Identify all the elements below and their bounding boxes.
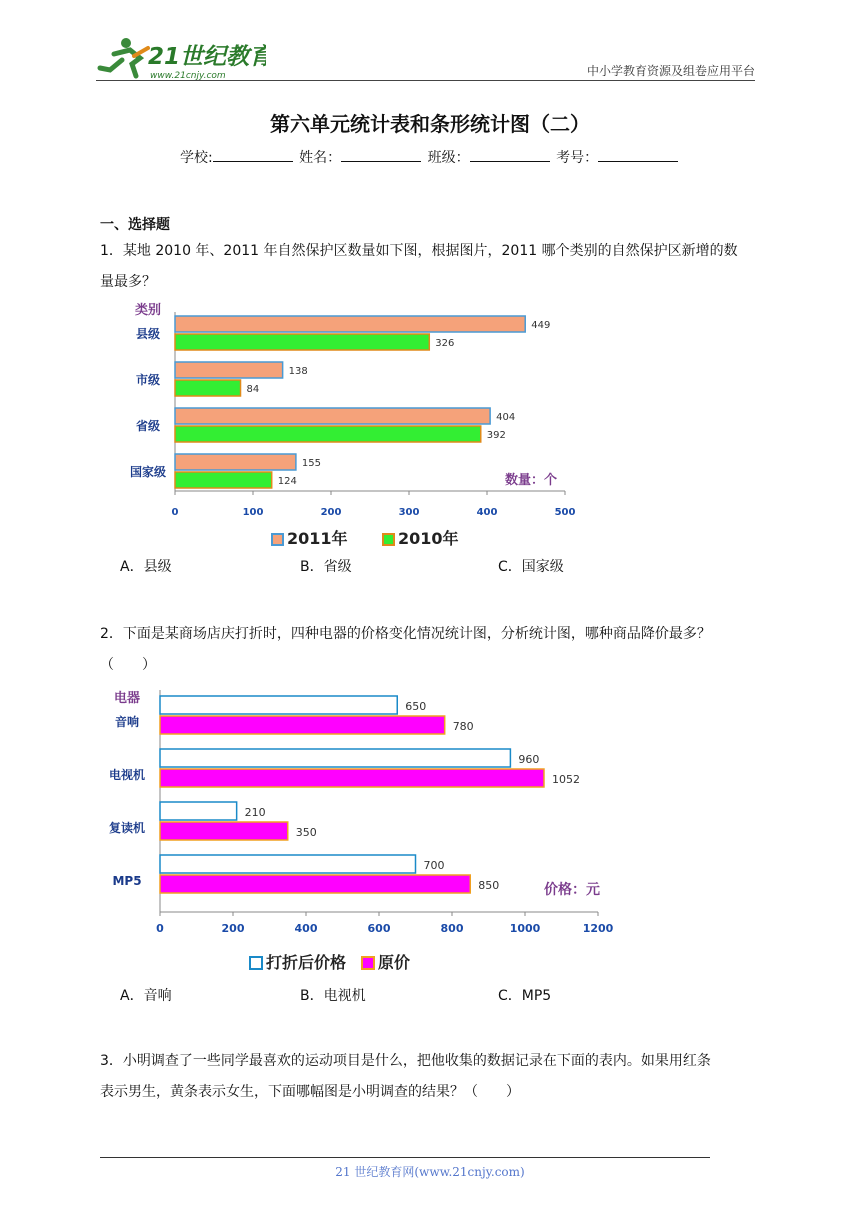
- bar-2010年: [175, 334, 429, 350]
- data-label: 84: [246, 384, 260, 395]
- footer-divider: [100, 1157, 710, 1158]
- bar-原价: [160, 875, 470, 893]
- x-tick-label: 800: [440, 922, 464, 935]
- x-tick-label: 100: [242, 507, 264, 518]
- section-title: 一、选择题: [100, 217, 170, 233]
- question-2-text-line1: 2．下面是某商场店庆打折时，四种电器的价格变化情况统计图，分析统计图，哪种商品降价最多？: [100, 626, 711, 642]
- question-1-text-line2: 量最多？: [100, 274, 156, 290]
- legend-swatch: [362, 957, 374, 969]
- q1-option-a[interactable]: A．县级: [120, 559, 172, 575]
- bar-打折后价格: [160, 696, 397, 714]
- site-logo: [96, 34, 266, 82]
- data-label: 700: [423, 859, 445, 872]
- class-label: 班级：: [427, 150, 470, 166]
- bar-打折后价格: [160, 802, 237, 820]
- category-label: 复读机: [108, 821, 146, 835]
- category-label: 音响: [114, 715, 140, 729]
- x-tick-label: 1200: [582, 922, 614, 935]
- school-field[interactable]: [213, 147, 293, 162]
- x-tick-label: 0: [156, 922, 164, 935]
- chart-2: [100, 680, 630, 980]
- data-label: 155: [301, 458, 321, 469]
- bar-打折后价格: [160, 855, 416, 873]
- platform-name: 中小学教育资源及组卷应用平台: [586, 64, 755, 78]
- exam-no-field[interactable]: [598, 147, 678, 162]
- data-label: 780: [452, 720, 474, 733]
- x-tick-label: 500: [554, 507, 576, 518]
- category-label: 市级: [135, 373, 161, 387]
- x-axis-title: 数量：个: [505, 473, 558, 488]
- class-field[interactable]: [470, 147, 550, 162]
- school-label: 学校:: [180, 150, 213, 166]
- q2-option-a[interactable]: A．音响: [120, 988, 172, 1004]
- x-tick-label: 400: [294, 922, 318, 935]
- bar-2010年: [175, 426, 481, 442]
- name-label: 姓名：: [299, 150, 342, 166]
- data-label: 449: [531, 320, 551, 331]
- runner-logo-icon: [100, 38, 148, 76]
- category-label: 国家级: [129, 465, 167, 479]
- q1-option-c[interactable]: C．国家级: [498, 559, 564, 575]
- q2-option-b[interactable]: B．电视机: [300, 988, 366, 1004]
- chart-1-svg: [110, 298, 590, 554]
- x-tick-label: 0: [171, 507, 179, 518]
- bar-原价: [160, 716, 445, 734]
- footer-text: 21 世纪教育网(www.21cnjy.com): [335, 1165, 525, 1179]
- question-3-text-line1: 3．小明调查了一些同学最喜欢的运动项目是什么，把他收集的数据记录在下面的表内。如果用红条: [100, 1053, 711, 1069]
- bar-2011年: [175, 454, 296, 470]
- bar-原价: [160, 769, 544, 787]
- question-1: [100, 236, 770, 298]
- category-label: 电视机: [108, 768, 146, 782]
- legend-label: 原价: [378, 953, 411, 972]
- page-title: 第六单元统计表和条形统计图（二）: [270, 112, 590, 136]
- exam-no-label: 考号：: [556, 150, 599, 166]
- legend-swatch: [383, 534, 394, 545]
- chart-1: [110, 298, 590, 554]
- logo-text: 21世纪教育: [148, 44, 266, 70]
- bar-2011年: [175, 362, 283, 378]
- x-tick-label: 300: [398, 507, 420, 518]
- bar-2010年: [175, 380, 241, 396]
- bar-原价: [160, 822, 288, 840]
- question-3-text-line2: 表示男生，黄条表示女生，下面哪幅图是小明调查的结果？（ ）: [100, 1084, 520, 1100]
- legend-label: 2011年: [287, 529, 348, 548]
- data-label: 210: [244, 806, 266, 819]
- category-label: 省级: [135, 419, 161, 433]
- x-axis-title: 价格：元: [544, 882, 600, 898]
- question-1-text-line1: 1．某地 2010 年、2011 年自然保护区数量如下图，根据图片，2011 哪个类别的自然保护区新增的数: [100, 243, 738, 259]
- data-label: 350: [295, 826, 317, 839]
- data-label: 326: [435, 338, 455, 349]
- question-2: [100, 619, 770, 681]
- x-tick-label: 1000: [509, 922, 541, 935]
- legend-label: 2010年: [398, 529, 459, 548]
- header-divider: [96, 80, 755, 81]
- x-tick-label: 200: [221, 922, 245, 935]
- x-tick-label: 600: [367, 922, 391, 935]
- bar-2010年: [175, 472, 272, 488]
- bar-2011年: [175, 408, 490, 424]
- category-axis-title: 类别: [134, 303, 162, 318]
- question-2-text-line2: （ ）: [100, 657, 156, 673]
- student-info-row: [180, 147, 680, 167]
- legend-swatch: [250, 957, 262, 969]
- q2-option-c[interactable]: C．MP5: [498, 988, 552, 1004]
- data-label: 138: [288, 366, 308, 377]
- data-label: 392: [486, 430, 506, 441]
- x-tick-label: 400: [476, 507, 498, 518]
- bar-2011年: [175, 316, 525, 332]
- x-tick-label: 200: [320, 507, 342, 518]
- name-field[interactable]: [341, 147, 421, 162]
- chart-2-svg: [100, 680, 630, 980]
- legend-swatch: [272, 534, 283, 545]
- category-axis-title: 电器: [113, 691, 141, 706]
- legend-label: 打折后价格: [266, 953, 347, 972]
- category-label: MP5: [112, 874, 142, 888]
- data-label: 650: [405, 700, 427, 713]
- data-label: 124: [277, 476, 297, 487]
- data-label: 404: [496, 412, 516, 423]
- data-label: 850: [478, 879, 500, 892]
- question-3: [100, 1046, 770, 1108]
- data-label: 960: [518, 753, 540, 766]
- bar-打折后价格: [160, 749, 510, 767]
- q1-option-b[interactable]: B．省级: [300, 559, 352, 575]
- category-label: 县级: [135, 327, 161, 341]
- logo-url: www.21cnjy.com: [150, 71, 226, 81]
- data-label: 1052: [551, 773, 580, 786]
